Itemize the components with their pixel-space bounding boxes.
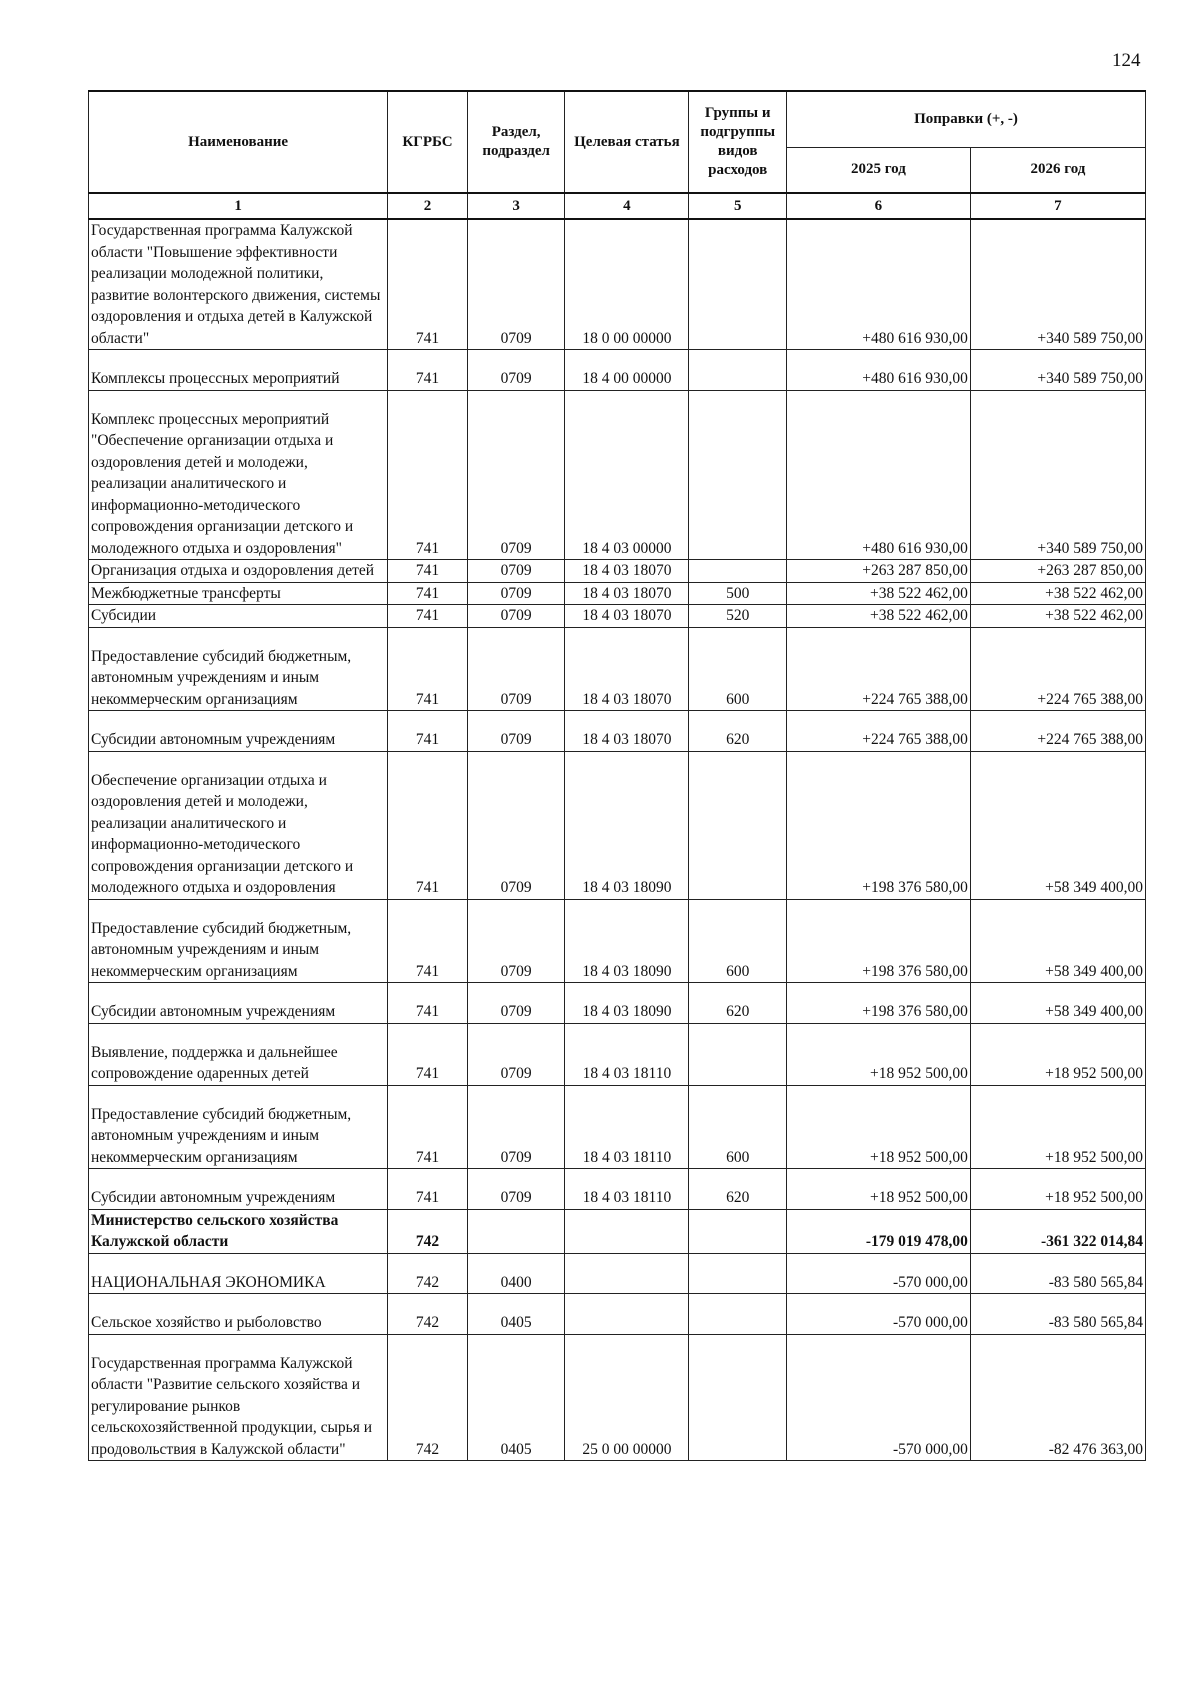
- row-target: 18 4 03 18090: [565, 899, 689, 983]
- row-section: [467, 1209, 564, 1253]
- row-amount-2025: -570 000,00: [786, 1294, 970, 1335]
- row-group: 620: [689, 983, 786, 1024]
- table-body: [89, 219, 1146, 1461]
- header-amendments: Поправки (+, -): [786, 91, 1145, 147]
- row-name: НАЦИОНАЛЬНАЯ ЭКОНОМИКА: [89, 1253, 388, 1294]
- row-group: [689, 219, 786, 350]
- row-amount-2026: +38 522 462,00: [970, 605, 1145, 628]
- row-group: [689, 1294, 786, 1335]
- row-amount-2026: +18 952 500,00: [970, 1169, 1145, 1210]
- row-name: Субсидии: [89, 605, 388, 628]
- row-group: [689, 1253, 786, 1294]
- row-amount-2025: +480 616 930,00: [786, 219, 970, 350]
- row-group: 520: [689, 605, 786, 628]
- table-row: [89, 1169, 1146, 1210]
- row-kgrbs: 741: [388, 390, 468, 560]
- table-row: [89, 983, 1146, 1024]
- row-name: Предоставление субсидий бюджетным, автономным учреждениям и иным некоммерческим организациям: [89, 627, 388, 711]
- row-target: 18 4 03 18090: [565, 751, 689, 899]
- row-group: 500: [689, 582, 786, 605]
- row-amount-2025: +198 376 580,00: [786, 899, 970, 983]
- row-group: 620: [689, 1169, 786, 1210]
- row-name: Предоставление субсидий бюджетным, автономным учреждениям и иным некоммерческим организациям: [89, 1085, 388, 1169]
- row-name: Межбюджетные трансферты: [89, 582, 388, 605]
- row-kgrbs: 741: [388, 711, 468, 752]
- row-target: [565, 1253, 689, 1294]
- row-amount-2026: +340 589 750,00: [970, 219, 1145, 350]
- table-row: [89, 1023, 1146, 1085]
- row-target: 25 0 00 00000: [565, 1334, 689, 1461]
- row-kgrbs: 741: [388, 560, 468, 583]
- header-target: Целевая статья: [565, 91, 689, 193]
- table-row: [89, 582, 1146, 605]
- row-name: Предоставление субсидий бюджетным, автономным учреждениям и иным некоммерческим организациям: [89, 899, 388, 983]
- row-amount-2026: -83 580 565,84: [970, 1253, 1145, 1294]
- column-number: 7: [970, 193, 1145, 219]
- column-number: 4: [565, 193, 689, 219]
- row-name: Комплексы процессных мероприятий: [89, 350, 388, 391]
- row-amount-2025: +198 376 580,00: [786, 751, 970, 899]
- row-group: 600: [689, 899, 786, 983]
- row-name: Субсидии автономным учреждениям: [89, 711, 388, 752]
- row-kgrbs: 741: [388, 983, 468, 1024]
- row-target: 18 4 03 18110: [565, 1023, 689, 1085]
- table-row: [89, 219, 1146, 350]
- row-amount-2026: -83 580 565,84: [970, 1294, 1145, 1335]
- row-section: 0709: [467, 1085, 564, 1169]
- table-row: [89, 560, 1146, 583]
- row-amount-2026: +58 349 400,00: [970, 899, 1145, 983]
- row-group: [689, 390, 786, 560]
- table-row: [89, 1294, 1146, 1335]
- header-name: Наименование: [89, 91, 388, 193]
- table-row: [89, 1334, 1146, 1461]
- table-row: [89, 605, 1146, 628]
- header-section: Раздел, подраздел: [467, 91, 564, 193]
- row-section: 0709: [467, 1023, 564, 1085]
- row-target: 18 0 00 00000: [565, 219, 689, 350]
- row-name: Субсидии автономным учреждениям: [89, 983, 388, 1024]
- header-groups: Группы и подгруппы видов расходов: [689, 91, 786, 193]
- row-amount-2026: +58 349 400,00: [970, 983, 1145, 1024]
- row-amount-2025: +224 765 388,00: [786, 711, 970, 752]
- row-section: 0709: [467, 711, 564, 752]
- row-target: 18 4 03 18070: [565, 711, 689, 752]
- row-section: 0709: [467, 983, 564, 1024]
- row-name: Государственная программа Калужской области "Повышение эффективности реализации молодежной политики, развитие волонтерского движения, системы оздоровления и отдыха детей в Калужской области": [89, 219, 388, 350]
- table-row: [89, 899, 1146, 983]
- row-amount-2025: +480 616 930,00: [786, 390, 970, 560]
- row-kgrbs: 741: [388, 605, 468, 628]
- row-amount-2026: +340 589 750,00: [970, 390, 1145, 560]
- row-kgrbs: 742: [388, 1209, 468, 1253]
- row-amount-2025: +18 952 500,00: [786, 1023, 970, 1085]
- row-amount-2025: +38 522 462,00: [786, 582, 970, 605]
- row-target: 18 4 03 18070: [565, 560, 689, 583]
- row-target: 18 4 03 18110: [565, 1085, 689, 1169]
- column-number: 2: [388, 193, 468, 219]
- row-name: Комплекс процессных мероприятий "Обеспечение организации отдыха и оздоровления детей и молодежи, реализации аналитического и информационно-методического сопровождения организации детского и молодежного отдыха и оздоровления": [89, 390, 388, 560]
- row-group: [689, 1023, 786, 1085]
- row-amount-2026: +18 952 500,00: [970, 1023, 1145, 1085]
- row-group: [689, 1334, 786, 1461]
- row-group: 600: [689, 1085, 786, 1169]
- row-amount-2025: -570 000,00: [786, 1334, 970, 1461]
- row-section: 0709: [467, 605, 564, 628]
- row-amount-2026: +340 589 750,00: [970, 350, 1145, 391]
- row-amount-2026: -361 322 014,84: [970, 1209, 1145, 1253]
- row-section: 0709: [467, 390, 564, 560]
- row-section: 0709: [467, 350, 564, 391]
- row-group: 620: [689, 711, 786, 752]
- row-group: [689, 1209, 786, 1253]
- row-name: Обеспечение организации отдыха и оздоровления детей и молодежи, реализации аналитического и информационно-методического сопровождения организации детского и молодежного отдыха и оздоровления: [89, 751, 388, 899]
- row-kgrbs: 741: [388, 1085, 468, 1169]
- row-name: Выявление, поддержка и дальнейшее сопровождение одаренных детей: [89, 1023, 388, 1085]
- row-kgrbs: 742: [388, 1334, 468, 1461]
- row-kgrbs: 741: [388, 627, 468, 711]
- row-name: Государственная программа Калужской области "Развитие сельского хозяйства и регулирование рынков сельскохозяйственной продукции, сырья и продовольствия в Калужской области": [89, 1334, 388, 1461]
- row-amount-2026: +18 952 500,00: [970, 1085, 1145, 1169]
- row-section: 0709: [467, 582, 564, 605]
- row-amount-2025: +224 765 388,00: [786, 627, 970, 711]
- row-name: Министерство сельского хозяйства Калужской области: [89, 1209, 388, 1253]
- table-row: [89, 627, 1146, 711]
- row-target: [565, 1209, 689, 1253]
- row-amount-2025: +198 376 580,00: [786, 983, 970, 1024]
- row-section: 0709: [467, 1169, 564, 1210]
- row-amount-2025: +18 952 500,00: [786, 1169, 970, 1210]
- row-section: 0709: [467, 899, 564, 983]
- row-target: 18 4 03 18070: [565, 582, 689, 605]
- row-name: Сельское хозяйство и рыболовство: [89, 1294, 388, 1335]
- budget-amendments-table: [88, 90, 1146, 1461]
- row-amount-2026: +38 522 462,00: [970, 582, 1145, 605]
- row-section: 0709: [467, 751, 564, 899]
- row-name: Субсидии автономным учреждениям: [89, 1169, 388, 1210]
- row-target: 18 4 00 00000: [565, 350, 689, 391]
- row-amount-2025: -179 019 478,00: [786, 1209, 970, 1253]
- row-target: 18 4 03 18110: [565, 1169, 689, 1210]
- table-row: [89, 390, 1146, 560]
- row-amount-2026: +58 349 400,00: [970, 751, 1145, 899]
- row-amount-2025: +18 952 500,00: [786, 1085, 970, 1169]
- row-section: 0400: [467, 1253, 564, 1294]
- column-number: 5: [689, 193, 786, 219]
- header-kgrbs: КГРБС: [388, 91, 468, 193]
- row-target: 18 4 03 18090: [565, 983, 689, 1024]
- row-amount-2025: +480 616 930,00: [786, 350, 970, 391]
- row-target: [565, 1294, 689, 1335]
- row-kgrbs: 741: [388, 1169, 468, 1210]
- row-section: 0709: [467, 627, 564, 711]
- row-amount-2025: +38 522 462,00: [786, 605, 970, 628]
- column-number: 6: [786, 193, 970, 219]
- row-kgrbs: 741: [388, 1023, 468, 1085]
- row-kgrbs: 741: [388, 582, 468, 605]
- header-year-2025: 2025 год: [786, 147, 970, 193]
- row-target: 18 4 03 18070: [565, 627, 689, 711]
- row-kgrbs: 742: [388, 1253, 468, 1294]
- row-group: [689, 751, 786, 899]
- row-kgrbs: 741: [388, 219, 468, 350]
- table-row: [89, 350, 1146, 391]
- table-row: [89, 751, 1146, 899]
- row-group: [689, 350, 786, 391]
- table-row: [89, 1253, 1146, 1294]
- row-kgrbs: 741: [388, 350, 468, 391]
- row-amount-2026: -82 476 363,00: [970, 1334, 1145, 1461]
- column-number: 1: [89, 193, 388, 219]
- row-group: 600: [689, 627, 786, 711]
- row-section: 0709: [467, 219, 564, 350]
- row-section: 0709: [467, 560, 564, 583]
- row-group: [689, 560, 786, 583]
- row-section: 0405: [467, 1294, 564, 1335]
- row-name: Организация отдыха и оздоровления детей: [89, 560, 388, 583]
- table-row: [89, 1085, 1146, 1169]
- row-section: 0405: [467, 1334, 564, 1461]
- row-target: 18 4 03 18070: [565, 605, 689, 628]
- row-amount-2026: +224 765 388,00: [970, 711, 1145, 752]
- page-number: 124: [1112, 50, 1141, 71]
- row-amount-2026: +263 287 850,00: [970, 560, 1145, 583]
- header-year-2026: 2026 год: [970, 147, 1145, 193]
- column-number: 3: [467, 193, 564, 219]
- table-row: [89, 711, 1146, 752]
- row-kgrbs: 741: [388, 751, 468, 899]
- row-amount-2025: -570 000,00: [786, 1253, 970, 1294]
- row-kgrbs: 741: [388, 899, 468, 983]
- row-amount-2026: +224 765 388,00: [970, 627, 1145, 711]
- table-row: [89, 1209, 1146, 1253]
- row-amount-2025: +263 287 850,00: [786, 560, 970, 583]
- row-target: 18 4 03 00000: [565, 390, 689, 560]
- row-kgrbs: 742: [388, 1294, 468, 1335]
